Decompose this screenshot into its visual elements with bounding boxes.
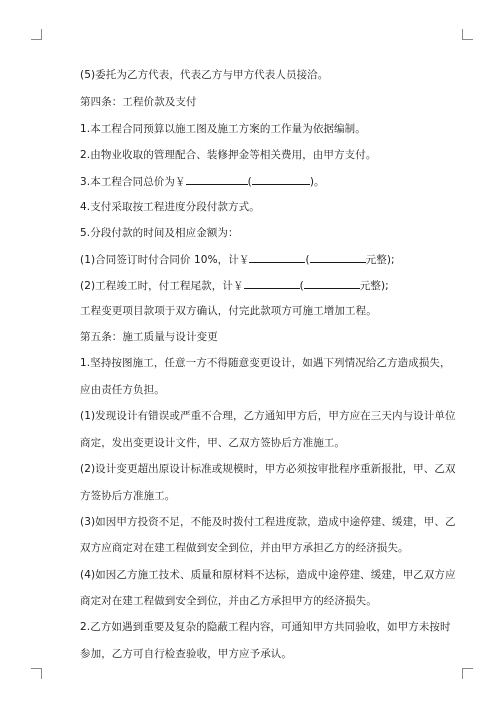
line-ending: 元整); (365, 254, 395, 266)
paren-open: ( (299, 280, 304, 292)
clause-line: (3)如因甲方投资不足，不能及时拨付工程进度款，造成中途停建、缓建，甲、乙 (80, 516, 456, 528)
paren-open: ( (247, 176, 252, 188)
line-ending: )。 (309, 176, 325, 188)
clause-line: 2.乙方如遇到重要及复杂的隐蔽工程内容，可通知甲方共同验收，如甲方未按时 (80, 621, 451, 633)
amount-words-blank (304, 278, 360, 289)
crop-mark-bottom-right (462, 668, 473, 679)
crop-mark-top-left (31, 29, 42, 40)
crop-mark-bottom-left (31, 668, 42, 679)
payment-label: (2)工程竣工时，付工程尾款，计￥ (80, 280, 244, 292)
amount-words-blank (252, 174, 310, 185)
amount-words-blank (310, 252, 366, 263)
clause-line: 应由责任方负担。 (80, 384, 165, 396)
amount-blank (249, 252, 305, 263)
clause-line: 1.本工程合同预算以施工图及施工方案的工作量为依据编制。 (80, 123, 366, 135)
clause-line: 参加，乙方可自行检查验收，甲方应予承认。 (80, 648, 292, 660)
clause-line: 2.由物业收取的管理配合、装修押金等相关费用，由甲方支付。 (80, 149, 377, 161)
clause-line: 方签协后方准施工。 (80, 490, 176, 502)
clause-line: (4)如因乙方施工技术、质量和原材料不达标，造成中途停建、缓建，甲乙双方应 (80, 569, 456, 581)
clause-line: 商定，发出变更设计文件，甲、乙双方签协后方准施工。 (80, 437, 345, 449)
clause-line: 5.分段付款的时间及相应金额为： (80, 227, 239, 239)
payment-line-2 (80, 278, 389, 293)
contract-total-label: 3.本工程合同总价为￥ (80, 176, 186, 188)
clause-line: 商定对在建工程做到安全到位，并由乙方承担甲方的经济损失。 (80, 595, 377, 607)
paren-open: ( (305, 254, 310, 266)
payment-label: (1)合同签订时付合同价 10%，计￥ (80, 254, 250, 266)
section-heading-4: 第四条：工程价款及支付 (80, 96, 197, 108)
amount-blank (186, 174, 248, 185)
crop-mark-top-right (462, 29, 473, 40)
clause-line: 4.支付采取按工程进度分段付款方式。 (80, 201, 260, 213)
amount-blank (244, 278, 300, 289)
line-ending: 元整); (359, 280, 389, 292)
contract-total-line (80, 174, 325, 189)
clause-line: 双方应商定对在建工程做到安全到位，并由甲方承担乙方的经济损失。 (80, 542, 409, 554)
payment-line-1 (80, 252, 395, 267)
clause-line: 工程变更项目款项于双方确认，付完此款项方可施工增加工程。 (80, 305, 377, 317)
clause-line: 1.坚持按图施工，任意一方不得随意变更设计，如遇下列情况给乙方造成损失， (80, 357, 451, 369)
clause-line: (1)发现设计有错误或严重不合理，乙方通知甲方后，甲方应在三天内与设计单位 (80, 410, 456, 422)
section-heading-5: 第五条：施工质量与设计变更 (80, 331, 218, 343)
clause-line: (2)设计变更超出原设计标准或规模时，甲方必须按审批程序重新报批，甲、乙双 (80, 463, 456, 475)
clause-line: (5)委托为乙方代表，代表乙方与甲方代表人员接洽。 (80, 69, 329, 81)
